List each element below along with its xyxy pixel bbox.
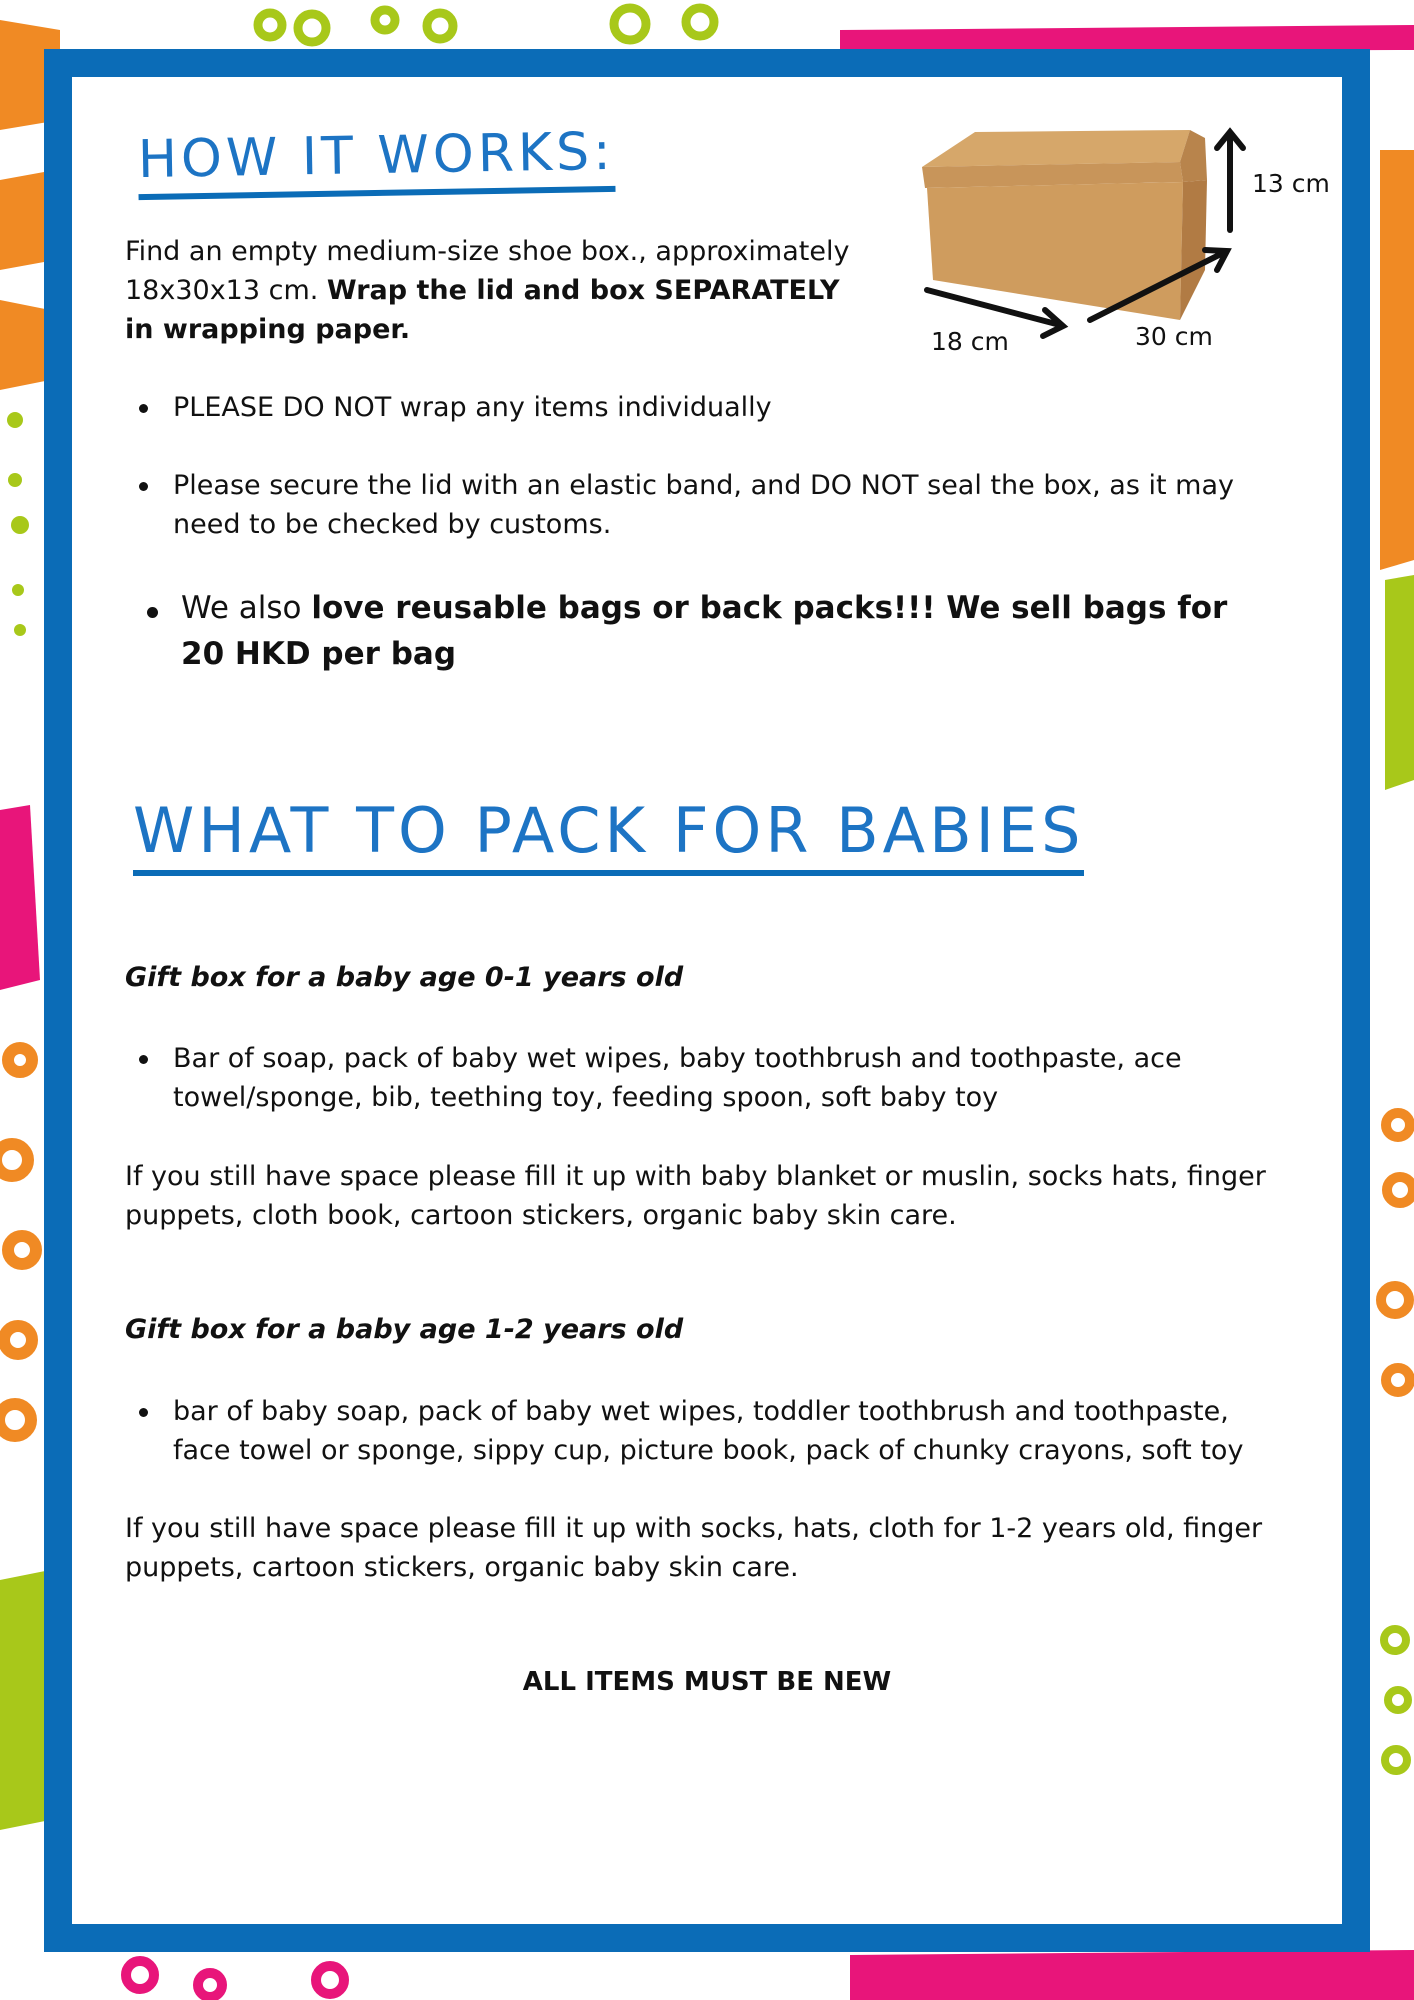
babies-title: WHAT TO PACK FOR BABIES <box>133 800 1084 876</box>
list-item: PLEASE DO NOT wrap any items individually <box>125 388 1255 427</box>
footer-note: ALL ITEMS MUST BE NEW <box>522 1667 892 1697</box>
left-orange-circles <box>0 1048 36 1436</box>
how-it-works-title: HOW IT WORKS: <box>137 126 615 200</box>
list-item: Bar of soap, pack of baby wet wipes, baby toothbrush and toothpaste, ace towel/sponge, bib, teething toy, feeding spoon, soft baby toy <box>125 1039 1255 1117</box>
list-item <box>133 585 1253 677</box>
age-1-2-extra: If you still have space please fill it up with socks, hats, cloth for 1-2 years old, finger puppets, cartoon stickers, organic baby skin care. <box>125 1513 1263 1583</box>
shoe-box-diagram <box>905 120 1345 370</box>
age-0-1-extra: If you still have space please fill it up with baby blanket or muslin, socks hats, finger puppets, cloth book, cartoon stickers, organic baby skin care. <box>125 1161 1266 1231</box>
bags-bold-text: love reusable bags or back packs!!! We sell bags for 20 HKD per bag <box>181 590 1228 672</box>
bags-list <box>133 585 1253 677</box>
left-pink-stroke <box>0 805 40 990</box>
bags-prefix: We also <box>181 590 312 626</box>
bottom-pink-stroke <box>850 1950 1414 2000</box>
intro-bold-text: Wrap the lid and box SEPARATELY in wrapping paper. <box>125 275 840 345</box>
age-1-2-heading: Gift box for a baby age 1-2 years old <box>125 1314 684 1345</box>
height-label: 13 cm <box>1252 169 1330 198</box>
right-green-circles <box>1384 1629 1408 1771</box>
age-0-1-heading: Gift box for a baby age 0-1 years old <box>125 962 684 993</box>
left-green-stroke <box>0 1570 50 1830</box>
left-green-dots <box>7 412 29 636</box>
intro-text: Find an empty medium-size shoe box., approximately 18x30x13 cm. <box>125 236 850 306</box>
right-orange-stroke <box>1380 150 1414 570</box>
right-orange-circles <box>1381 1113 1413 1392</box>
how-it-works-list <box>125 388 1255 544</box>
width-label: 30 cm <box>1135 322 1213 351</box>
box-lid-top <box>922 130 1190 167</box>
list-item: Please secure the lid with an elastic band, and DO NOT seal the box, as it may need to be checked by customs. <box>125 466 1255 544</box>
age-0-1-list <box>125 1039 1255 1117</box>
top-pink-stroke <box>840 25 1414 52</box>
intro-paragraph <box>125 232 865 349</box>
bottom-pink-circles <box>126 1961 344 1997</box>
list-item: bar of baby soap, pack of baby wet wipes, toddler toothbrush and toothpaste, face towel or sponge, sippy cup, picture book, pack of chunky crayons, soft toy <box>125 1392 1275 1470</box>
age-1-2-list <box>125 1392 1275 1470</box>
top-green-circles <box>258 8 714 42</box>
right-green-stroke <box>1385 575 1414 790</box>
length-label: 18 cm <box>931 327 1009 356</box>
